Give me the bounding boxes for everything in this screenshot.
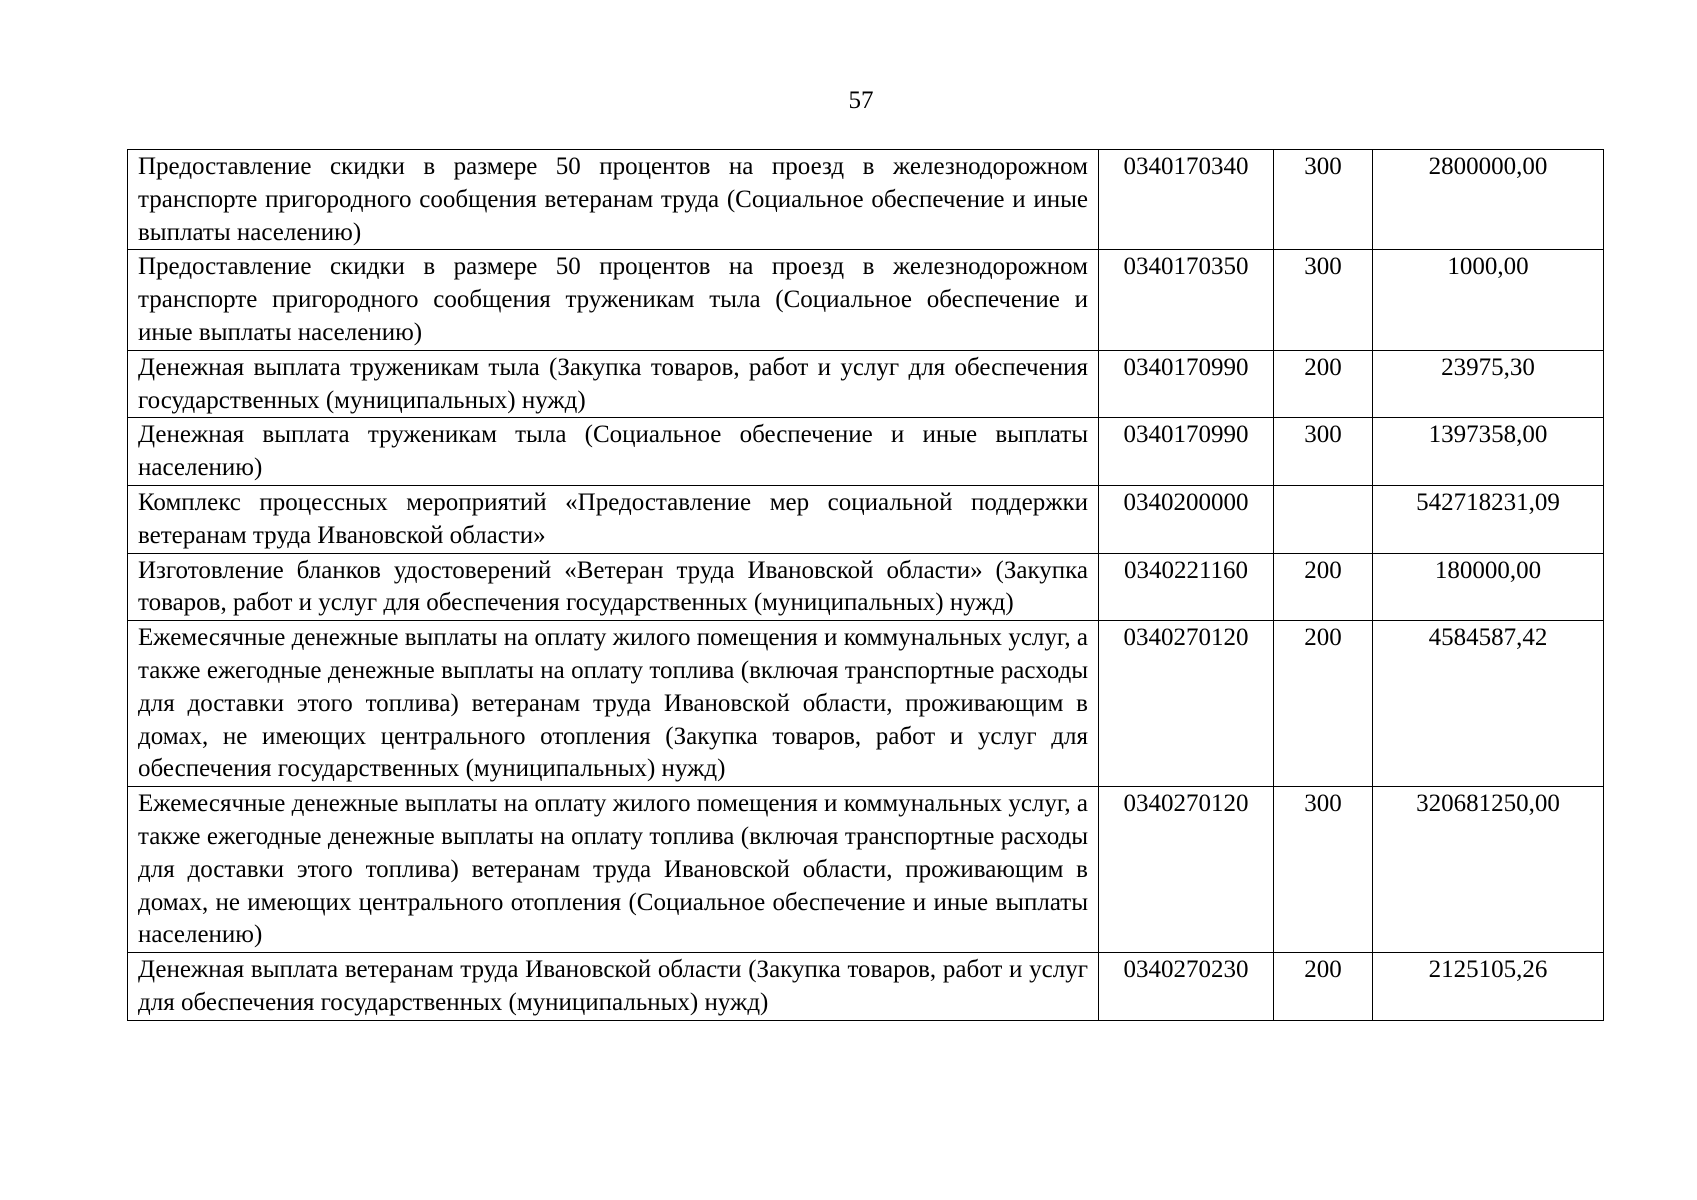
row-description: Денежная выплата труженикам тыла (Закупка товаров, работ и услуг для обеспечения государственных (муниципальных) нужд): [128, 350, 1099, 418]
row-description: Изготовление бланков удостоверений «Ветеран труда Ивановской области» (Закупка товаров, работ и услуг для обеспечения государственных (муниципальных) нужд): [128, 553, 1099, 621]
expense-type-code: 300: [1274, 418, 1373, 486]
amount: 1000,00: [1373, 250, 1604, 350]
amount: 4584587,42: [1373, 621, 1604, 787]
row-description: Предоставление скидки в размере 50 процентов на проезд в железнодорожном транспорте пригородного сообщения труженикам тыла (Социальное обеспечение и иные выплаты населению): [128, 250, 1099, 350]
table-row: [128, 485, 1604, 553]
target-article-code: 0340170350: [1099, 250, 1274, 350]
table-row: [128, 150, 1604, 250]
expense-type-code: 300: [1274, 787, 1373, 953]
amount: 1397358,00: [1373, 418, 1604, 486]
row-description: Ежемесячные денежные выплаты на оплату жилого помещения и коммунальных услуг, а также ежегодные денежные выплаты на оплату топлива (включая транспортные расходы для доставки этого топлива) ветеранам труда Ивановской области, проживающим в домах, не имеющих центрального отопления (Закупка товаров, работ и услуг для обеспечения государственных (муниципальных) нужд): [128, 621, 1099, 787]
target-article-code: 0340270120: [1099, 621, 1274, 787]
expense-type-code: 300: [1274, 250, 1373, 350]
row-description: Комплекс процессных мероприятий «Предоставление мер социальной поддержки ветеранам труда Ивановской области»: [128, 485, 1099, 553]
table-row: [128, 553, 1604, 621]
target-article-code: 0340200000: [1099, 485, 1274, 553]
amount: 542718231,09: [1373, 485, 1604, 553]
target-article-code: 0340270230: [1099, 953, 1274, 1021]
target-article-code: 0340170990: [1099, 350, 1274, 418]
expense-type-code: 200: [1274, 553, 1373, 621]
target-article-code: 0340221160: [1099, 553, 1274, 621]
row-description: Ежемесячные денежные выплаты на оплату жилого помещения и коммунальных услуг, а также ежегодные денежные выплаты на оплату топлива (включая транспортные расходы для доставки этого топлива) ветеранам труда Ивановской области, проживающим в домах, не имеющих центрального отопления (Социальное обеспечение и иные выплаты населению): [128, 787, 1099, 953]
budget-table: [127, 149, 1604, 1021]
amount: 23975,30: [1373, 350, 1604, 418]
row-description: Денежная выплата ветеранам труда Ивановской области (Закупка товаров, работ и услуг для обеспечения государственных (муниципальных) нужд): [128, 953, 1099, 1021]
table-row: [128, 250, 1604, 350]
table-row: [128, 418, 1604, 486]
table-row: [128, 350, 1604, 418]
page-number: 57: [848, 87, 874, 114]
expense-type-code: 200: [1274, 953, 1373, 1021]
table-row: [128, 621, 1604, 787]
amount: 320681250,00: [1373, 787, 1604, 953]
expense-type-code: [1274, 485, 1373, 553]
target-article-code: 0340270120: [1099, 787, 1274, 953]
row-description: Денежная выплата труженикам тыла (Социальное обеспечение и иные выплаты населению): [128, 418, 1099, 486]
expense-type-code: 200: [1274, 350, 1373, 418]
amount: 2800000,00: [1373, 150, 1604, 250]
table-row: [128, 953, 1604, 1021]
expense-type-code: 300: [1274, 150, 1373, 250]
table-row: [128, 787, 1604, 953]
amount: 2125105,26: [1373, 953, 1604, 1021]
target-article-code: 0340170340: [1099, 150, 1274, 250]
target-article-code: 0340170990: [1099, 418, 1274, 486]
amount: 180000,00: [1373, 553, 1604, 621]
expense-type-code: 200: [1274, 621, 1373, 787]
row-description: Предоставление скидки в размере 50 процентов на проезд в железнодорожном транспорте пригородного сообщения ветеранам труда (Социальное обеспечение и иные выплаты населению): [128, 150, 1099, 250]
